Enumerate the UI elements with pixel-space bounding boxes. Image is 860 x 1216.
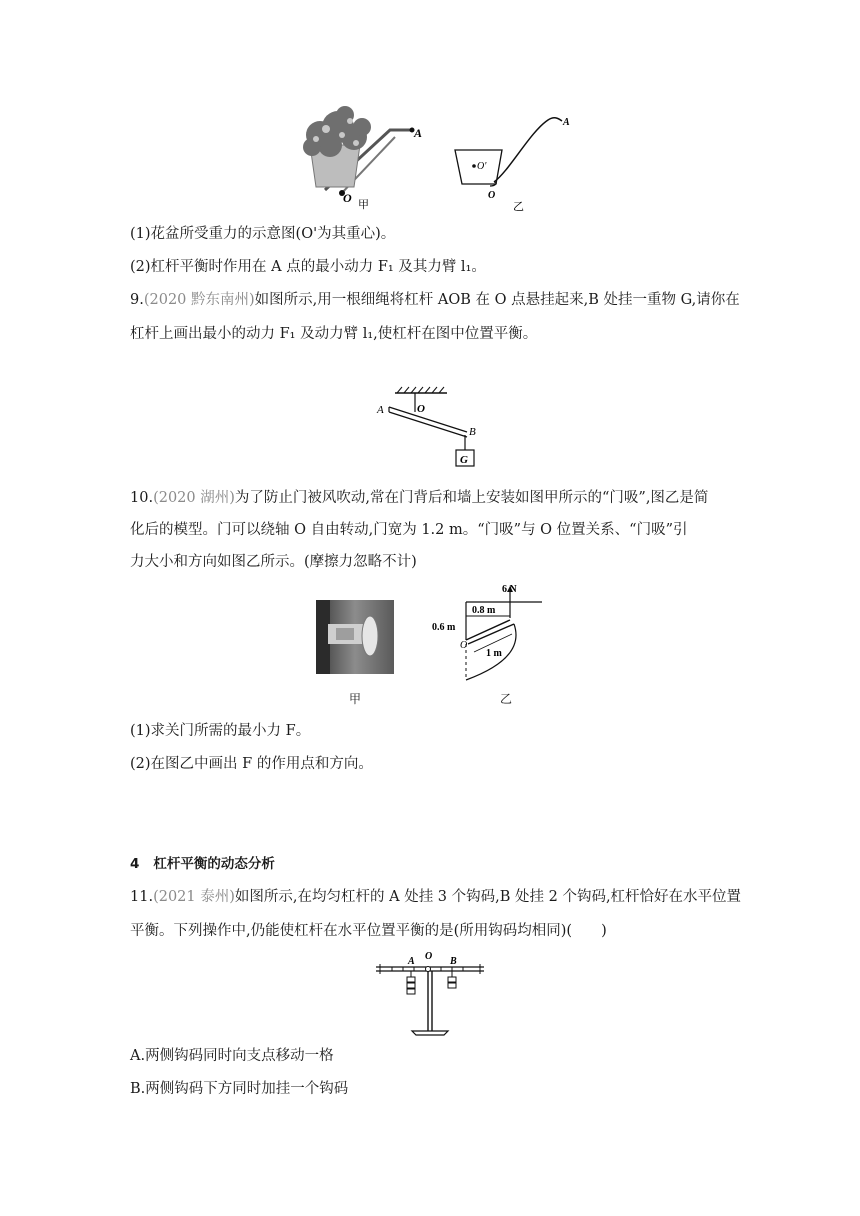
q8-yi-label-o: O [488,190,496,201]
q9-label-b: B [469,426,476,438]
q11-line1 [130,887,741,907]
q8-jia-label-a: A [414,126,423,140]
q11-label-b: B [450,956,457,967]
q11-text-1: 如图所示,在均匀杠杆的 A 处挂 3 个钩码,B 处挂 2 个钩码,杠杆恰好在水平位置 [234,889,742,905]
q11-label-o: O [425,951,433,962]
q8-yi-caption: 乙 [513,201,524,213]
q10-line3: 力大小和方向如图乙所示。(摩擦力忽略不计) [130,554,417,570]
q10-line1 [130,488,708,508]
q11-label-a: A [408,956,415,967]
q10-dim-horizontal: 0.8 m [472,605,496,616]
q10-source: (2020 湖州) [153,490,235,506]
q11-number: 11. [130,889,154,905]
q10-figure-yi [430,578,550,683]
q9-line2: 杠杆上画出最小的动力 F₁ 及动力臂 l₁,使杠杆在图中位置平衡。 [130,326,538,342]
section-4-number: 4 [130,856,140,872]
q8-figure-yi [450,112,580,212]
q9-label-a: A [377,404,384,416]
q8-jia-caption: 甲 [358,199,369,211]
q10-line2: 化后的模型。门可以绕轴 O 自由转动,门宽为 1.2 m。“门吸”与 O 位置关系、“门吸”引 [130,522,688,538]
q8-jia-label-o: O [343,191,352,205]
section-4-heading [130,854,275,874]
q10-text-1: 为了防止门被风吹动,常在门背后和墙上安装如图甲所示的“门吸”,图乙是简 [234,490,709,506]
q11-line2: 平衡。下列操作中,仍能使杠杆在水平位置平衡的是(所用钩码均相同)( ) [130,923,607,939]
q10-dim-vertical: 0.6 m [432,622,456,633]
q10-number: 10. [130,490,154,506]
q10-caption-yi: 乙 [500,692,513,706]
q9-line1 [130,290,740,310]
q11-option-b: B.两侧钩码下方同时加挂一个钩码 [130,1081,349,1097]
q11-option-a: A.两侧钩码同时向支点移动一格 [130,1048,334,1064]
q11-figure [372,947,492,1039]
q9-label-o: O [417,403,425,415]
q10-force-label: 6 N [502,584,517,595]
section-4-title: 杠杆平衡的动态分析 [153,856,275,872]
q10-dim-diagonal: 1 m [486,648,502,659]
q8-sub1: (1)花盆所受重力的示意图(O'为其重心)。 [130,226,396,242]
q10-figure-jia [316,600,394,674]
q10-label-o: O [460,640,468,651]
q8-figure-jia [290,105,430,210]
q9-number: 9. [130,292,144,308]
q8-sub2: (2)杠杆平衡时作用在 A 点的最小动力 F₁ 及其力臂 l₁。 [130,259,486,275]
q8-yi-label-o-prime: O' [477,161,487,172]
q11-source: (2021 泰州) [153,889,235,905]
q8-yi-label-a: A [563,117,570,128]
q9-label-g: G [460,454,468,466]
q10-caption-jia: 甲 [349,692,362,706]
q9-text-1: 如图所示,用一根细绳将杠杆 AOB 在 O 点悬挂起来,B 处挂一重物 G,请你在 [254,292,740,308]
q10-sub1: (1)求关门所需的最小力 F。 [130,723,311,739]
q10-sub2: (2)在图乙中画出 F 的作用点和方向。 [130,756,373,772]
q9-figure [375,385,495,470]
q9-source: (2020 黔东南州) [143,292,255,308]
